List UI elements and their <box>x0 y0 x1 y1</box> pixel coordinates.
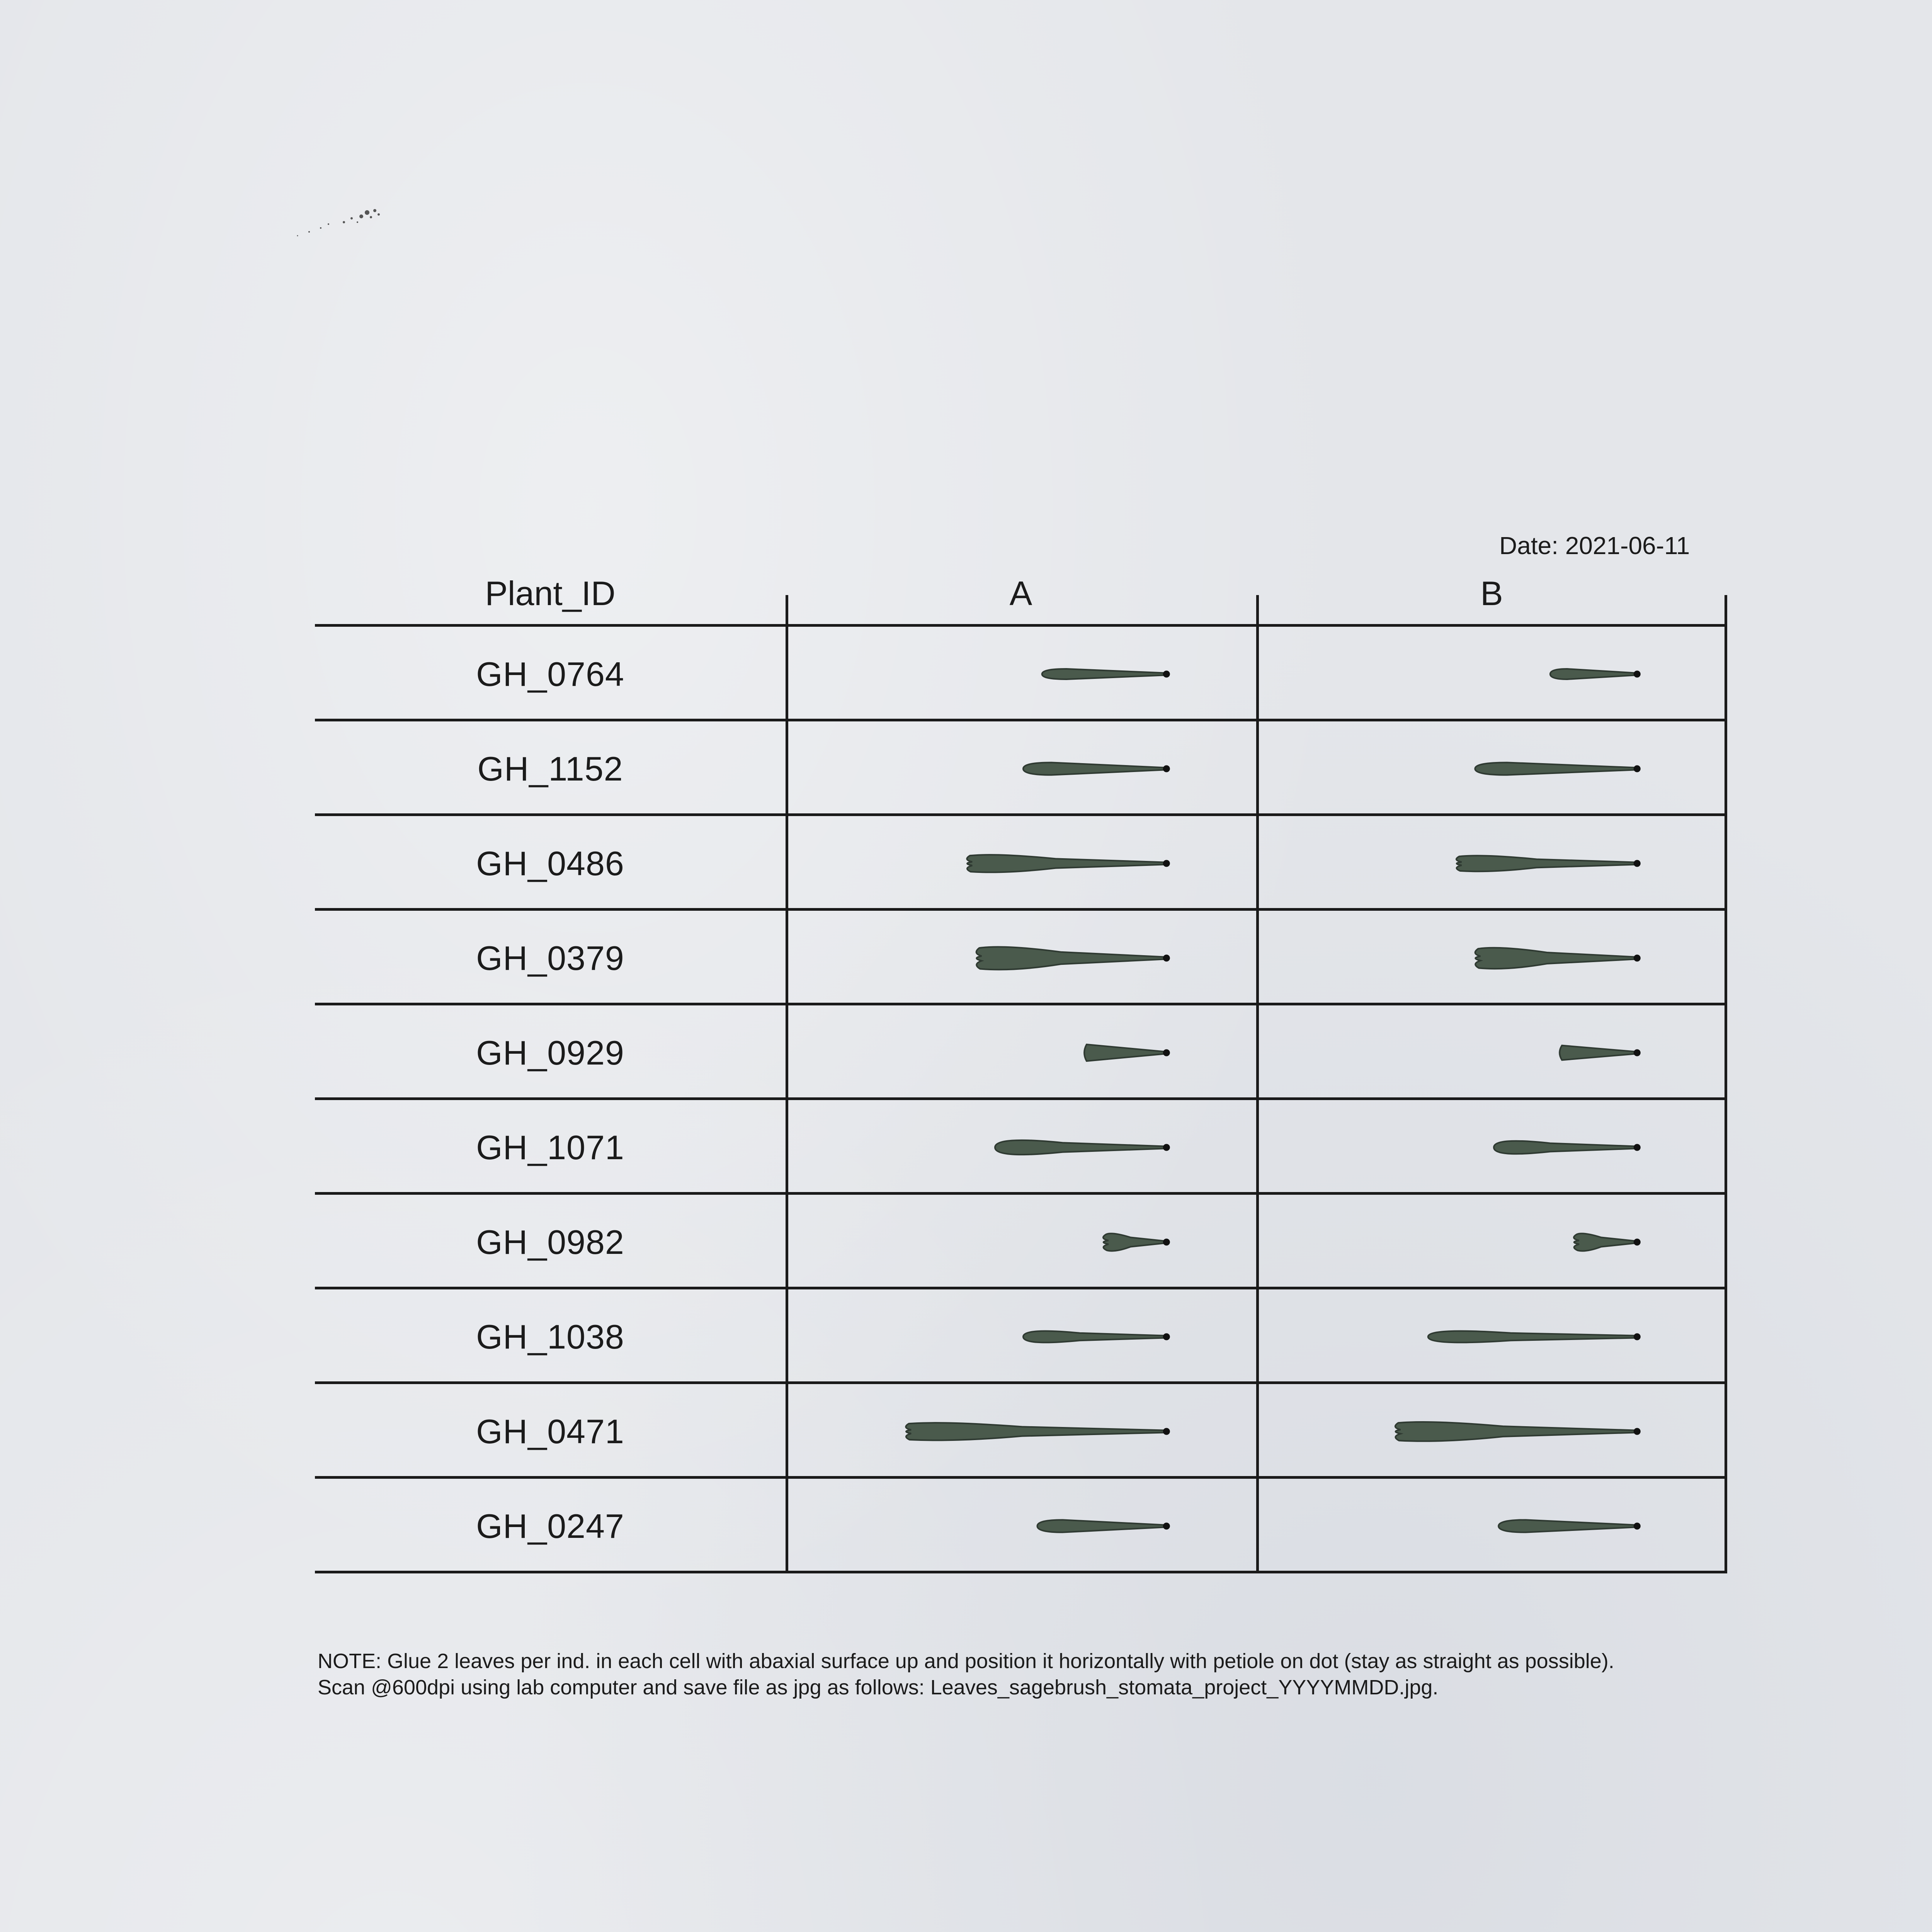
table-row <box>315 1479 1727 1573</box>
plant-id-cell: GH_0379 <box>476 939 624 977</box>
leaf-sample <box>1023 1331 1164 1343</box>
note-line-1: NOTE: Glue 2 leaves per ind. in each cell with abaxial surface up and position it horizontally with petiole on dot (stay as straight as possible). <box>318 1650 1614 1673</box>
petiole-dot <box>1634 955 1641 962</box>
leaf-sample <box>1428 1331 1635 1343</box>
leaf-a-image <box>788 1289 1258 1384</box>
leaf-cell-a <box>788 1195 1258 1289</box>
note-line-2: Scan @600dpi using lab computer and save file as jpg as follows: Leaves_sagebrush_stomata_project_YYYYMMDD.jpg. <box>318 1676 1439 1699</box>
leaf-sample <box>976 947 1164 969</box>
leaf-sample <box>1574 1233 1635 1251</box>
leaf-sample <box>1498 1520 1635 1532</box>
leaf-b-image <box>1259 1005 1729 1100</box>
table-row <box>315 1100 1727 1195</box>
leaf-a-image <box>788 721 1258 816</box>
petiole-dot <box>1634 1333 1641 1340</box>
leaf-cell-a <box>788 627 1258 721</box>
petiole-dot <box>1634 765 1641 772</box>
table-row <box>315 1289 1727 1384</box>
plant-id-cell: GH_1038 <box>476 1318 624 1356</box>
petiole-dot <box>1163 1144 1170 1151</box>
leaf-sample <box>1023 762 1164 775</box>
leaf-sample <box>1084 1044 1164 1061</box>
leaf-b-image <box>1259 1479 1729 1573</box>
leaf-sample <box>906 1423 1164 1440</box>
leaf-cell-b <box>1259 1289 1729 1384</box>
leaf-sample <box>1103 1233 1164 1251</box>
leaf-cell-b <box>1259 816 1729 911</box>
leaf-cell-b <box>1259 627 1729 721</box>
leaf-sample <box>1475 762 1634 775</box>
petiole-dot <box>1163 1049 1170 1056</box>
petiole-dot <box>1634 1144 1641 1151</box>
leaf-cell-b <box>1259 1005 1729 1100</box>
leaf-sample <box>1494 1141 1635 1154</box>
leaf-sample <box>1042 669 1164 679</box>
table-row <box>315 911 1727 1005</box>
leaf-a-image <box>788 816 1258 911</box>
petiole-dot <box>1163 1333 1170 1340</box>
leaf-cell-a <box>788 1005 1258 1100</box>
leaf-sample-table <box>315 541 1727 1577</box>
leaf-b-image <box>1259 721 1729 816</box>
leaf-cell-a <box>788 1384 1258 1479</box>
leaf-cell-a <box>788 1289 1258 1384</box>
petiole-dot <box>1634 1239 1641 1246</box>
plant-id-cell: GH_0764 <box>476 655 624 693</box>
header-col-a: A <box>1009 574 1032 612</box>
petiole-dot <box>1163 671 1170 678</box>
petiole-dot <box>1163 860 1170 867</box>
plant-id-cell: GH_0486 <box>476 844 624 883</box>
leaf-b-image <box>1259 1289 1729 1384</box>
leaf-sample <box>1550 669 1635 679</box>
leaf-cell-b <box>1259 1100 1729 1195</box>
leaf-sample <box>1475 948 1635 969</box>
plant-id-cell: GH_1152 <box>477 750 623 788</box>
date-label: Date: 2021-06-11 <box>1499 532 1690 560</box>
leaf-a-image <box>788 627 1258 721</box>
leaf-sample <box>1037 1520 1164 1532</box>
instruction-note <box>318 1648 1614 1701</box>
leaf-a-image <box>788 911 1258 1005</box>
leaf-cell-b <box>1259 911 1729 1005</box>
leaf-cell-a <box>788 911 1258 1005</box>
petiole-dot <box>1163 955 1170 962</box>
table-row <box>315 721 1727 816</box>
table-row <box>315 1005 1727 1100</box>
leaf-a-image <box>788 1100 1258 1195</box>
header-plant-id: Plant_ID <box>485 574 616 612</box>
leaf-sample <box>1560 1046 1635 1060</box>
table-row <box>315 1195 1727 1289</box>
leaf-a-image <box>788 1005 1258 1100</box>
leaf-cell-b <box>1259 1384 1729 1479</box>
plant-id-cell: GH_0982 <box>476 1223 624 1261</box>
leaf-b-image <box>1259 1100 1729 1195</box>
petiole-dot <box>1163 765 1170 772</box>
row-divider <box>315 624 1727 627</box>
table-row <box>315 627 1727 721</box>
leaf-cell-a <box>788 721 1258 816</box>
leaf-b-image <box>1259 1195 1729 1289</box>
leaf-b-image <box>1259 911 1729 1005</box>
petiole-dot <box>1634 1428 1641 1435</box>
plant-id-cell: GH_0471 <box>476 1412 624 1451</box>
leaf-cell-a <box>788 1100 1258 1195</box>
leaf-a-image <box>788 1479 1258 1573</box>
table-row <box>315 816 1727 911</box>
plant-id-cell: GH_1071 <box>476 1128 624 1167</box>
petiole-dot <box>1163 1428 1170 1435</box>
leaf-cell-a <box>788 816 1258 911</box>
petiole-dot <box>1634 671 1641 678</box>
leaf-cell-a <box>788 1479 1258 1573</box>
petiole-dot <box>1634 860 1641 867</box>
leaf-sample <box>1456 855 1635 871</box>
plant-id-cell: GH_0247 <box>476 1507 624 1545</box>
leaf-a-image <box>788 1195 1258 1289</box>
leaf-cell-b <box>1259 721 1729 816</box>
header-col-b: B <box>1480 574 1503 612</box>
leaf-b-image <box>1259 627 1729 721</box>
leaf-cell-b <box>1259 1195 1729 1289</box>
petiole-dot <box>1163 1523 1170 1530</box>
petiole-dot <box>1634 1523 1641 1530</box>
petiole-dot <box>1163 1239 1170 1246</box>
leaf-b-image <box>1259 1384 1729 1479</box>
table-row <box>315 1384 1727 1479</box>
plant-id-cell: GH_0929 <box>476 1034 624 1072</box>
leaf-sample <box>995 1140 1164 1155</box>
leaf-cell-b <box>1259 1479 1729 1573</box>
leaf-sample <box>1395 1422 1635 1441</box>
leaf-sample <box>967 855 1164 872</box>
leaf-a-image <box>788 1384 1258 1479</box>
leaf-b-image <box>1259 816 1729 911</box>
petiole-dot <box>1634 1049 1641 1056</box>
scan-speckle-marks <box>251 201 406 259</box>
